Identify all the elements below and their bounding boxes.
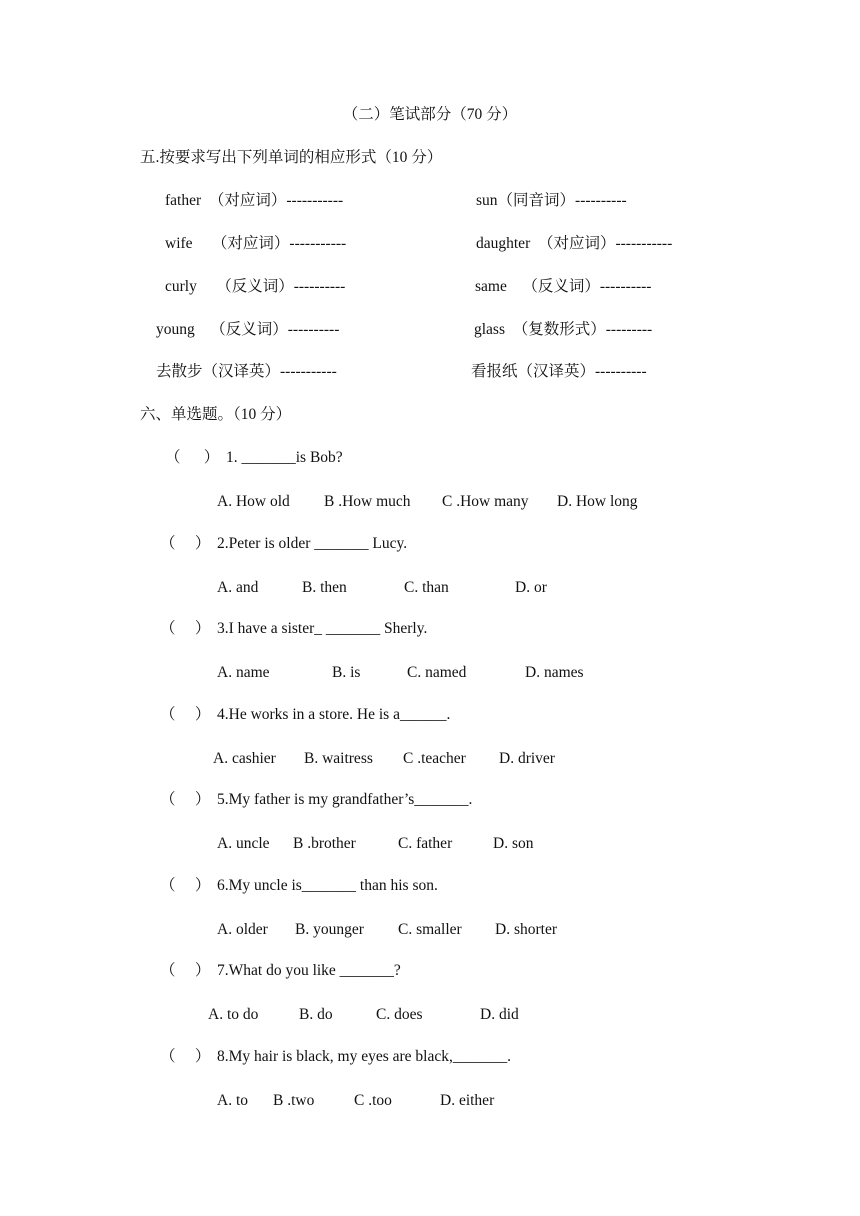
answer-paren: （ ） [160, 877, 211, 894]
option: C .How many [442, 493, 529, 510]
question-stem: 1. _______is Bob? [226, 449, 343, 466]
option: C .teacher [403, 750, 466, 767]
option: A. name [217, 664, 270, 681]
word-item-left-2: wife （对应词）----------- [165, 235, 347, 252]
page-title: （二）笔试部分（70 分） [342, 106, 518, 123]
option: A. uncle [217, 835, 270, 852]
option: B .two [273, 1092, 315, 1109]
word-item-right-4: glass （复数形式）--------- [474, 321, 653, 338]
option: A. to do [208, 1006, 259, 1023]
answer-paren: （ ） [160, 791, 211, 808]
option: A. cashier [213, 750, 276, 767]
question-stem: 5.My father is my grandfather’s_______. [217, 791, 473, 808]
answer-paren: （ ） [160, 962, 211, 979]
option: C .too [354, 1092, 392, 1109]
option: D. How long [557, 493, 638, 510]
option: B .brother [293, 835, 356, 852]
option: A. and [217, 579, 259, 596]
answer-paren: （ ） [160, 1048, 211, 1065]
option: B .How much [324, 493, 411, 510]
option: D. shorter [495, 921, 557, 938]
option: B. waitress [304, 750, 373, 767]
option: A. older [217, 921, 268, 938]
option: D. driver [499, 750, 555, 767]
option: D. son [493, 835, 534, 852]
option: B. is [332, 664, 361, 681]
answer-paren: （ ） [165, 449, 220, 466]
option: D. or [515, 579, 547, 596]
word-item-right-2: daughter （对应词）----------- [476, 235, 673, 252]
section-6-heading: 六、单选题。（10 分） [140, 406, 292, 423]
option: C. than [404, 579, 449, 596]
answer-paren: （ ） [160, 706, 211, 723]
word-item-left-5: 去散步（汉译英）----------- [156, 363, 337, 380]
section-5-heading: 五.按要求写出下列单词的相应形式（10 分） [140, 149, 443, 166]
option: C. does [376, 1006, 423, 1023]
option: B. do [299, 1006, 333, 1023]
option: B. then [302, 579, 347, 596]
question-stem: 8.My hair is black, my eyes are black,_______. [217, 1048, 511, 1065]
option: D. either [440, 1092, 495, 1109]
word-item-left-3: curly （反义词）---------- [165, 278, 346, 295]
answer-paren: （ ） [160, 620, 211, 637]
option: D. did [480, 1006, 519, 1023]
option: C. named [407, 664, 467, 681]
option: A. How old [217, 493, 290, 510]
question-stem: 7.What do you like _______? [217, 962, 401, 979]
option: C. father [398, 835, 453, 852]
option: B. younger [295, 921, 364, 938]
word-item-right-1: sun（同音词）---------- [476, 192, 627, 209]
word-item-right-3: same （反义词）---------- [475, 278, 652, 295]
answer-paren: （ ） [160, 535, 211, 552]
option: A. to [217, 1092, 248, 1109]
word-item-right-5: 看报纸（汉译英）---------- [471, 363, 647, 380]
option: C. smaller [398, 921, 462, 938]
question-stem: 4.He works in a store. He is a______. [217, 706, 451, 723]
question-stem: 2.Peter is older _______ Lucy. [217, 535, 408, 552]
question-stem: 6.My uncle is_______ than his son. [217, 877, 438, 894]
word-item-left-1: father （对应词）----------- [165, 192, 344, 209]
word-item-left-4: young （反义词）---------- [156, 321, 340, 338]
question-stem: 3.I have a sister_ _______ Sherly. [217, 620, 428, 637]
option: D. names [525, 664, 584, 681]
